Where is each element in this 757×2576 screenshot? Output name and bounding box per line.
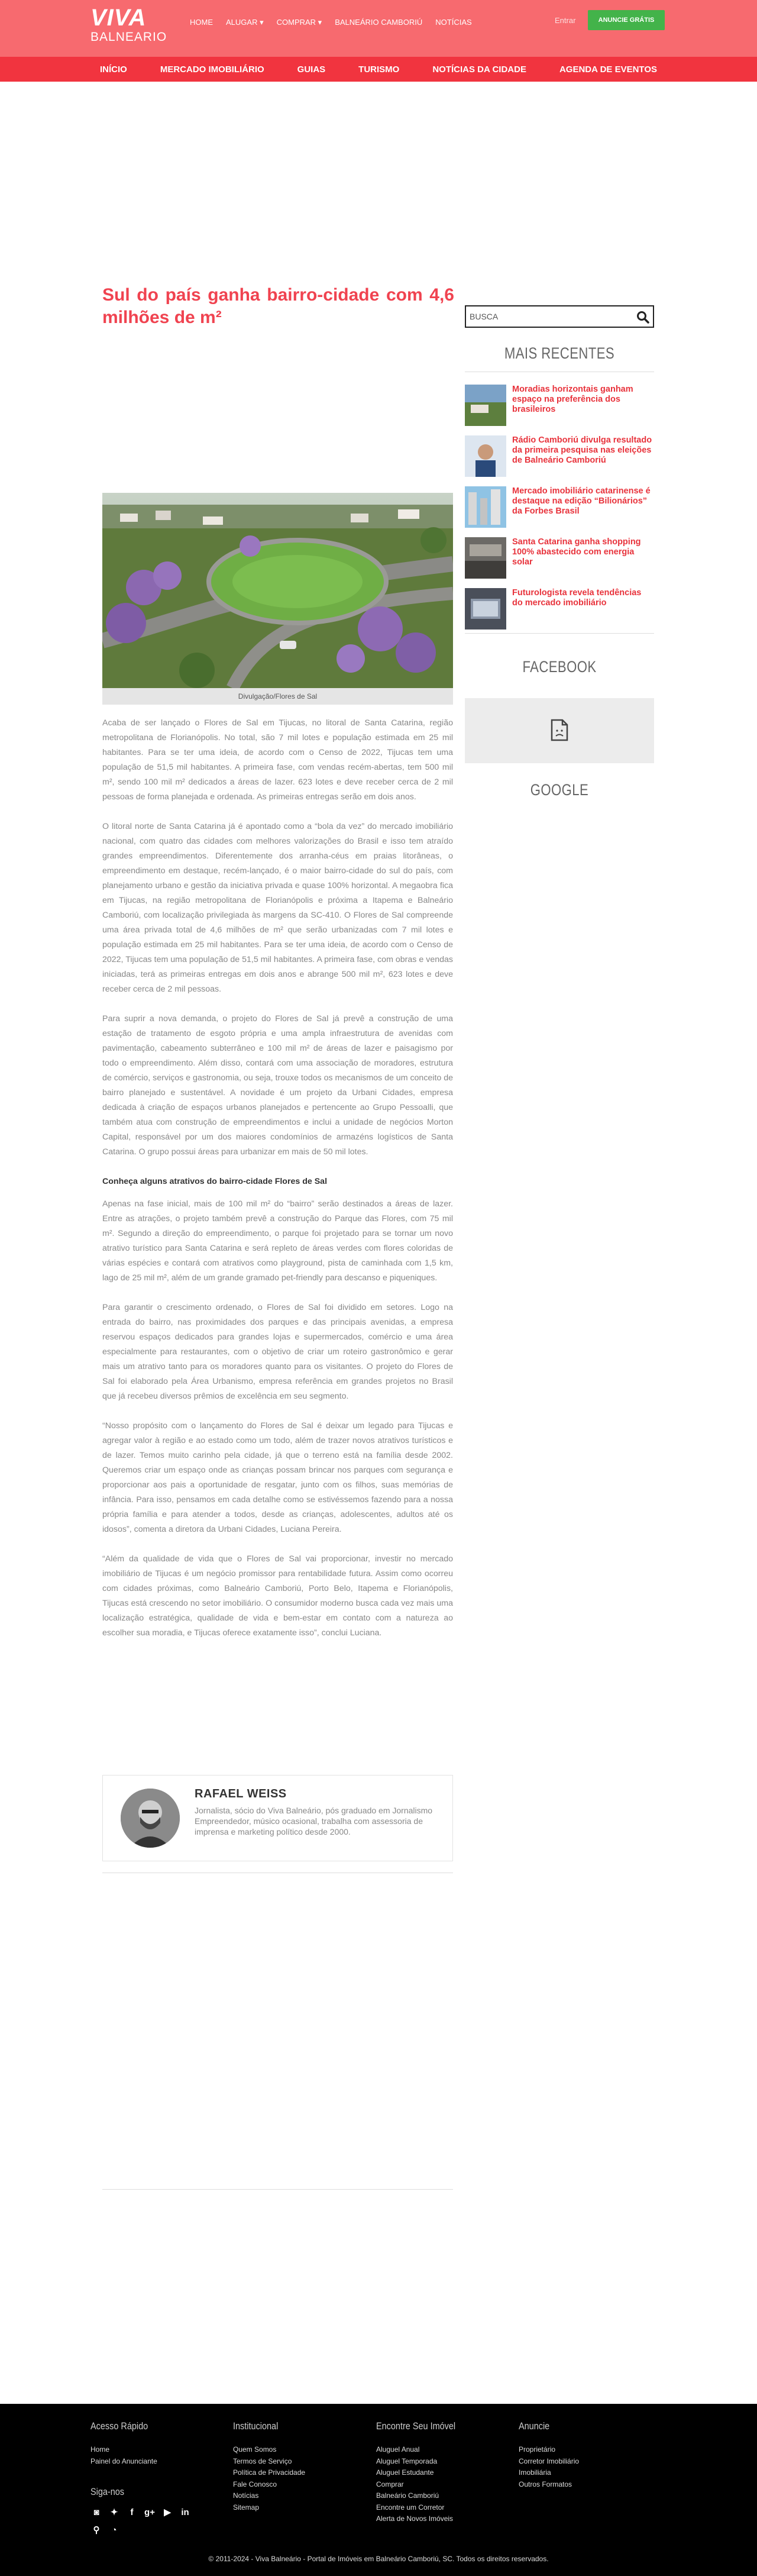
footer-link[interactable]: Home	[90, 2445, 110, 2454]
article-paragraph: “Além da qualidade de vida que o Flores de Sal vai proporcionar, investir no mercado imobiliário de Tijucas é um negócio promissor para rentabilidade futura. Assim como ocorreu com cidades próximas, como Balneário Camboriú, Porto Belo, Itapema e Florianópolis, Tijucas está crescendo no setor imobiliário. O consumidor moderno busca cada vez mais uma localização estratégica, qualidade de vida e bem-estar em contato com a natureza ao escolher sua moradia, e Tijucas oferece exatamente isso”, conclui Luciana.	[102, 1554, 453, 1638]
top-nav-alugar[interactable]: ALUGAR ▾	[226, 18, 264, 27]
facebook-icon[interactable]: f	[130, 2507, 134, 2517]
footer-column-title: Anuncie	[519, 2420, 550, 2432]
recent-thumb-image	[465, 588, 506, 630]
recent-title[interactable]: Santa Catarina ganha shopping 100% abastecido com energia solar	[512, 537, 641, 567]
search-box	[465, 305, 654, 328]
main-nav-mercado[interactable]: MERCADO IMOBILIÁRIO	[160, 64, 264, 75]
footer-column-anuncie	[519, 2420, 579, 2490]
recent-list	[465, 385, 654, 639]
social-title: Siga-nos	[90, 2486, 125, 2497]
footer-link[interactable]: Balneário Camboriú	[376, 2491, 439, 2500]
footer-link[interactable]: Fale Conosco	[233, 2480, 277, 2488]
linkedin-icon[interactable]: in	[181, 2507, 189, 2517]
main-nav-inicio[interactable]: INÍCIO	[99, 64, 127, 75]
recent-thumb-image	[465, 435, 506, 477]
top-nav-home[interactable]: HOME	[190, 18, 213, 27]
divider	[102, 2189, 453, 2190]
footer-column-institucional	[233, 2420, 305, 2513]
rss-icon[interactable]: ◔	[111, 2525, 117, 2535]
author-box	[102, 1775, 453, 1861]
recent-thumb-image	[465, 486, 506, 528]
article-paragraph: “Nosso propósito com o lançamento do Flores de Sal é deixar um legado para Tijucas e agregar valor à região e ao estado como um todo, além de trazer novos atrativos turísticos e de lazer. Temos muito carinho pela cidade, já que o terreno está na família desde 2002. Queremos criar um espaço onde as crianças possam brincar nos parques com segurança e proporcionar aos pais a oportunidade de resgatar, junto com os filhos, suas memórias de infância. Para isso, pensamos em cada detalhe como se estivéssemos fazendo para a nossa própria família e para atender a todos, desde as crianças, adolescentes, adultos até os idosos”, comenta a diretora da Urbani Cidades, Luciana Pereira.	[102, 1421, 453, 1534]
recent-thumb[interactable]	[465, 486, 506, 528]
footer-link[interactable]: Corretor Imobiliário	[519, 2456, 580, 2465]
footer-column-quick	[90, 2420, 158, 2467]
copyright: © 2011-2024 - Viva Balneário - Portal de Imóveis em Balneário Camboriú, SC. Todos os direitos reservados.	[208, 2555, 549, 2563]
footer-link[interactable]: Aluguel Temporada	[376, 2456, 438, 2465]
social-links	[90, 2507, 191, 2536]
main-nav-noticias-cidade[interactable]: NOTÍCIAS DA CIDADE	[432, 64, 526, 75]
recent-title[interactable]: Futurologista revela tendências do mercado imobiliário	[512, 588, 642, 608]
footer-column-title: Encontre Seu Imóvel	[376, 2420, 456, 2432]
recent-thumb[interactable]	[465, 588, 506, 630]
footer-link[interactable]: Painel do Anunciante	[90, 2456, 157, 2465]
recent-item[interactable]	[465, 588, 654, 639]
recent-item[interactable]	[465, 537, 654, 588]
broken-document-icon	[551, 719, 568, 741]
instagram-icon[interactable]: ◙	[93, 2507, 99, 2517]
top-nav-noticias[interactable]: NOTÍCIAS	[435, 18, 472, 27]
article-paragraph: Para suprir a nova demanda, o projeto do Flores de Sal já prevê a construção de uma estação de tratamento de esgoto própria e uma ampla infraestrutura de avenidas com pavimentação, cabeamento subterrâneo e 100 mil m² de áreas de lazer e paisagismo por todo o empreendimento. Além disso, contará com uma associação de moradores, estrutura de comércio, serviços e gastronomia, ou seja, trouxe todos os mecanismos de um conceito de bairro planejado e sustentável. A novidade é um projeto da Urbani Cidades, empresa dedicada à criação de espaços urbanos planejados e pertencente ao Grupo Pessoalli, que também atua com construção de empreendimentos e inclui a unidade de negócios Morton Capital, responsável por um dos maiores condomínios de armazéns logísticos de Santa Catarina. O grupo possui áreas para urbanizar em mais de 50 mil lotes.	[102, 1014, 454, 1157]
footer-link[interactable]: Alerta de Novos Imóveis	[376, 2514, 454, 2523]
footer-link[interactable]: Aluguel Estudante	[376, 2468, 434, 2477]
footer-column-encontre	[376, 2420, 470, 2525]
author-bio: Jornalista, sócio do Viva Balneário, pós graduado em Jornalismo Empreendedor, músico ocasional, trabalha com assessoria de imprensa e marketing político desde 2000.	[195, 1806, 433, 1836]
main-nav-guias[interactable]: GUIAS	[297, 64, 326, 75]
photo-caption: Divulgação/Flores de Sal	[102, 688, 453, 705]
article-paragraph: Apenas na fase inicial, mais de 100 mil m² do “bairro” serão destinados a áreas de lazer. Entre as atrações, o projeto também prevê a construção do Parque das Flores, com 75 mil m². Segundo a direção do empreendimento, o parque foi projetado para se tornar um novo atrativo turístico para Santa Catarina e será repleto de áreas verdes com flores coloridas de várias espécies e contará com atrativos como playground, pista de caminhada com 1,5 km, lago de 25 mil m², além de um grande gramado pet-friendly para descanso e piqueniques.	[102, 1199, 453, 1283]
footer-link[interactable]: Termos de Serviço	[233, 2456, 292, 2465]
logo-top-text: VIVA	[90, 5, 147, 31]
main-nav	[0, 57, 757, 82]
article-photo	[102, 493, 453, 688]
top-nav-balneario[interactable]: BALNEÁRIO CAMBORIÚ	[335, 18, 423, 27]
search-input[interactable]	[470, 310, 635, 323]
foursquare-icon[interactable]: ⚲	[93, 2525, 100, 2535]
recent-thumb-image	[465, 385, 506, 426]
twitter-icon[interactable]: ✦	[110, 2507, 118, 2517]
top-header	[0, 0, 757, 57]
footer-link[interactable]: Sitemap	[233, 2503, 260, 2512]
footer-link[interactable]: Política de Privacidade	[233, 2468, 306, 2477]
footer-link[interactable]: Quem Somos	[233, 2445, 277, 2454]
author-name[interactable]: RAFAEL WEISS	[195, 1787, 287, 1800]
article-subheading: Conheça alguns atrativos do bairro-cidade Flores de Sal	[102, 1177, 328, 1186]
recent-heading: MAIS RECENTES	[504, 344, 615, 362]
author-avatar	[121, 1789, 180, 1848]
recent-thumb-image	[465, 537, 506, 579]
article-body	[102, 716, 453, 1655]
footer-link[interactable]: Imobiliária	[519, 2468, 551, 2477]
recent-thumb[interactable]	[465, 435, 506, 477]
article-paragraph: Para garantir o crescimento ordenado, o Flores de Sal foi dividido em setores. Logo na entrada do bairro, nas proximidades dos parques e das principais avenidas, a empresa reservou espaços dedicados para grandes lojas e supermercados, comércio e uma área especialmente para restaurantes, com o objetivo de criar um roteiro gastronômico e gerar mais um atrativo tanto para os moradores quanto para os visitantes. O projeto do Flores de Sal foi elaborado pela Área Urbanismo, empresa referência em grandes projetos no Brasil que já recebeu diversos prêmios de excelência em seu segmento.	[102, 1303, 453, 1401]
login-link[interactable]: Entrar	[555, 16, 576, 25]
facebook-widget	[465, 698, 654, 763]
footer-column-title: Acesso Rápido	[90, 2420, 148, 2432]
footer-link[interactable]: Notícias	[233, 2491, 259, 2500]
aerial-photo-illustration	[102, 493, 453, 688]
youtube-icon[interactable]: ▶	[164, 2507, 171, 2517]
advertise-button[interactable]: ANUNCIE GRÁTIS	[588, 10, 665, 30]
footer-link[interactable]: Outros Formatos	[519, 2480, 572, 2488]
google-plus-icon[interactable]: g+	[144, 2507, 155, 2517]
author-photo-icon	[121, 1789, 180, 1848]
top-nav-comprar[interactable]: COMPRAR ▾	[276, 18, 322, 27]
article-paragraph: Acaba de ser lançado o Flores de Sal em Tijucas, no litoral de Santa Catarina, região metropolitana de Florianópolis. No total, são 7 mil lotes e população estimada em 25 mil habitantes. Para se ter uma ideia, de acordo com o Censo de 2022, Tijucas tem uma população de 51,5 mil habitantes. A primeira fase, com vendas recém-abertas, tem 500 mil m², sendo 100 mil m² dedicados a áreas de lazer. 623 lotes e deve receber cerca de 2 mil pessoas de forma planejada e ordenada. As primeiras entregas serão em dois anos.	[102, 718, 453, 802]
main-nav-turismo[interactable]: TURISMO	[358, 64, 400, 75]
recent-thumb[interactable]	[465, 385, 506, 426]
footer-link[interactable]: Encontre um Corretor	[376, 2503, 445, 2512]
facebook-heading: FACEBOOK	[522, 658, 597, 676]
recent-title[interactable]: Moradias horizontais ganham espaço na preferência dos brasileiros	[512, 385, 633, 414]
google-heading: GOOGLE	[530, 781, 589, 799]
site-logo[interactable]	[90, 6, 167, 44]
search-icon[interactable]	[636, 310, 650, 324]
main-nav-agenda[interactable]: AGENDA DE EVENTOS	[559, 64, 657, 75]
article-paragraph: O litoral norte de Santa Catarina já é apontado como a “bola da vez” do mercado imobiliário nacional, com quatro das cidades com melhores valorizações do Brasil e isso tem atraído grandes empreendimentos. Diferentemente dos arranha-céus em praias litorâneas, o empreendimento em destaque, recém-lançado, é o maior bairro-cidade do sul do país, com planejamento urbano e gestão da iniciativa privada e quase 100% horizontal. A megaobra fica em Tijucas, na região metropolitana de Florianópolis e próxima a Itapema e Balneário Camboriú, com localização privilegiada às margens da SC-410. O Flores de Sal compreende uma área privada total de 4,6 milhões de m² que serão urbanizadas com 7 mil lotes e população estimada em 25 mil habitantes. Para se ter uma ideia, de acordo com o Censo de 2022, Tijucas tem uma população de 51,5 mil habitantes. A primeira fase, com obras e vendas iniciadas, terá as primeiras entregas em dois anos e abrange 500 mil m², 623 lotes e deve receber cerca de 2 mil pessoas.	[102, 822, 453, 994]
recent-item[interactable]	[465, 486, 654, 537]
recent-item[interactable]	[465, 435, 654, 486]
footer-link[interactable]: Proprietário	[519, 2445, 556, 2454]
recent-thumb[interactable]	[465, 537, 506, 579]
divider	[465, 633, 654, 634]
top-nav	[190, 18, 485, 27]
article-title: Sul do país ganha bairro-cidade com 4,6 milhões de m²	[102, 285, 454, 327]
logo-bottom-text: BALNEARIO	[90, 30, 167, 44]
recent-item[interactable]	[465, 385, 654, 435]
footer-link[interactable]: Comprar	[376, 2480, 404, 2488]
recent-title[interactable]: Mercado imobiliário catarinense é destaque na edição “Bilionários” da Forbes Brasil	[512, 486, 651, 516]
recent-title[interactable]: Rádio Camboriú divulga resultado da primeira pesquisa nas eleições de Balneário Camboriú	[512, 435, 652, 465]
footer-column-title: Institucional	[233, 2420, 279, 2432]
footer-link[interactable]: Aluguel Anual	[376, 2445, 420, 2454]
